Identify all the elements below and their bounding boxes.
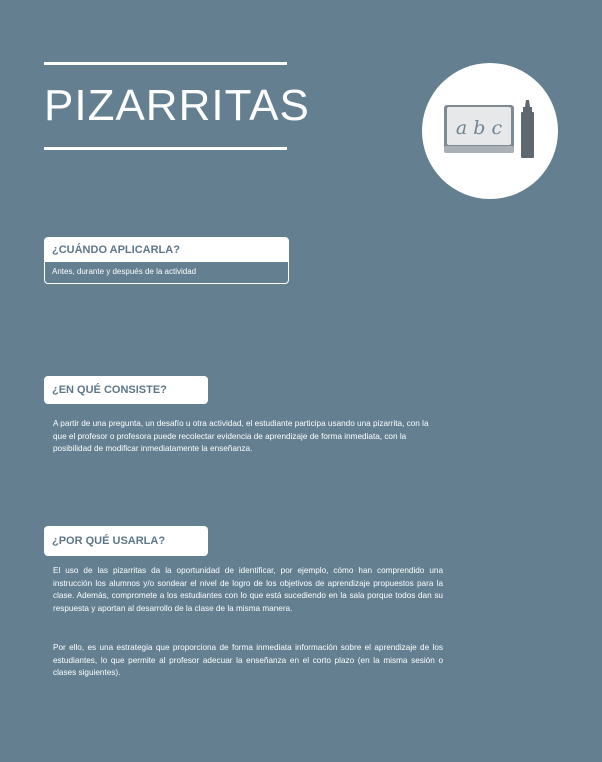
title-rule-bottom — [44, 147, 287, 150]
when-body: Antes, durante y después de la actividad — [52, 267, 197, 276]
page-title: PIZARRITAS — [44, 81, 310, 130]
whiteboard-text: a b c — [455, 117, 503, 139]
what-heading: ¿EN QUÉ CONSISTE? — [44, 376, 208, 404]
why-paragraph-1: El uso de las pizarritas da la oportunidad de identificar, por ejemplo, cómo han comprendido una instrucción los alumnos y/o sondear el nivel de logro de los objetivos de aprendizaje propuestos para la clase. Además, compromete a los estudiantes con lo que está sucediendo en la sala porque todos dan su respuesta y aportan al desarrollo de la clase de la misma manera. — [53, 566, 443, 613]
why-heading: ¿POR QUÉ USARLA? — [44, 526, 208, 556]
when-section — [44, 237, 289, 284]
why-paragraph-2: Por ello, es una estrategia que proporciona de forma inmediata información sobre el aprendizaje de los estudiantes, lo que permite al profesor adecuar la enseñanza en el corto plazo (en la misma sesión o clases siguientes). — [53, 643, 443, 678]
when-heading: ¿CUÁNDO APLICARLA? — [45, 238, 288, 262]
whiteboard-marker-icon — [422, 63, 558, 199]
title-rule-top — [44, 62, 287, 65]
what-body: A partir de una pregunta, un desafío u otra actividad, el estudiante participa usando una pizarrita, con la que el profesor o profesora puede recolectar evidencia de aprendizaje de forma inmediata, con la posibilidad de modificar inmediatamente la enseñanza. — [53, 419, 429, 454]
